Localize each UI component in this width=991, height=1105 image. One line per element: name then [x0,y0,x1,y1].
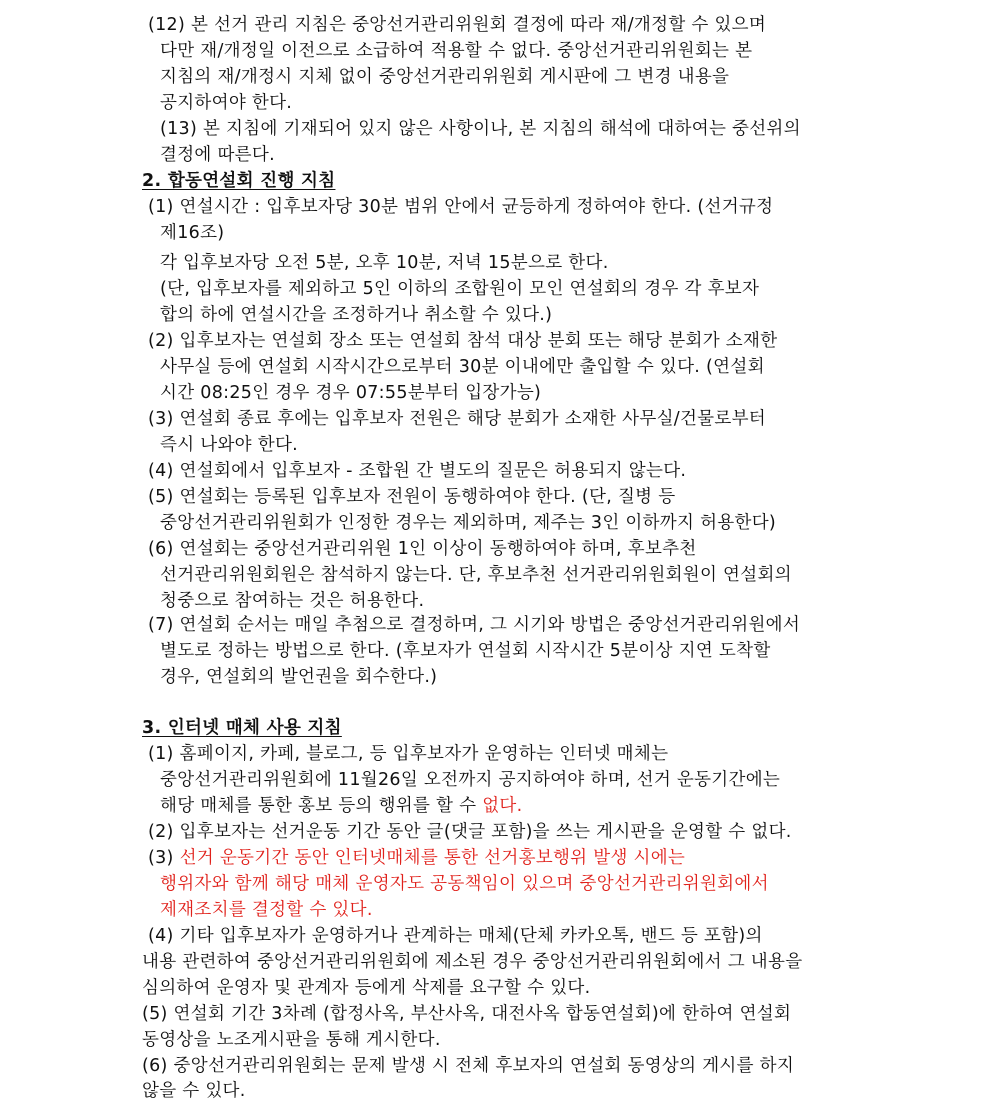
s2-item5-line1: (5) 연설회는 등록된 입후보자 전원이 동행하여야 한다. (단, 질병 등 [148,487,676,507]
s3-item1-line3-text: 해당 매체를 통한 홍보 등의 행위를 할 수 [160,796,483,816]
s3-item6-line1: (6) 중앙선거관리위원회는 문제 발생 시 전체 후보자의 연설회 동영상의 게시를 하지 [142,1056,795,1076]
s3-item4-line1: (4) 기타 입후보자가 운영하거나 관계하는 매체(단체 카카오톡, 밴드 등 포함)의 [148,926,763,946]
s2-item7-line1: (7) 연설회 순서는 매일 추첨으로 결정하며, 그 시기와 방법은 중앙선거관리위원에서 [148,615,801,635]
s3-item2-line1: (2) 입후보자는 선거운동 기간 동안 글(댓글 포함)을 쓰는 게시판을 운영할 수 없다. [148,822,792,842]
s2-item1-line5: 합의 하에 연설시간을 조정하거나 취소할 수 있다.) [160,305,553,325]
s3-item1-line3-red-text: 없다. [482,796,523,816]
s2-item1-line4: (단, 입후보자를 제외하고 5인 이하의 조합원이 모인 연설회의 경우 각 후보자 [160,279,760,299]
s2-item3-line1: (3) 연설회 종료 후에는 입후보자 전원은 해당 분회가 소재한 사무실/건물로부터 [148,409,767,429]
s2-item1-line2: 제16조) [160,223,225,243]
s2-item1-line3: 각 입후보자당 오전 5분, 오후 10분, 저녁 15분으로 한다. [160,253,609,273]
s3-item3-red-line1: 선거 운동기간 동안 인터넷매체를 통한 선거홍보행위 발생 시에는 [179,848,686,868]
s1-item12-line2: 다만 재/개정일 이전으로 소급하여 적용할 수 없다. 중앙선거관리위원회는 본 [160,41,753,61]
s1-item12-line3: 지침의 재/개정시 지체 없이 중앙선거관리위원회 게시판에 그 변경 내용을 [160,67,730,87]
s2-item2-line1: (2) 입후보자는 연설회 장소 또는 연설회 참석 대상 분회 또는 해당 분회가 소재한 [148,331,778,351]
s3-item3-prefix: (3) [148,848,180,868]
section3-heading: 3. 인터넷 매체 사용 지침 [142,718,342,738]
s3-item6-line2: 않을 수 있다. [142,1081,246,1101]
s2-item5-line2: 중앙선거관리위원회가 인정한 경우는 제외하며, 제주는 3인 이하까지 허용한다) [160,513,777,533]
s3-item3-red-line2: 행위자와 함께 해당 매체 운영자도 공동책임이 있으며 중앙선거관리위원회에서 [160,874,769,894]
s1-item13-line2: 결정에 따른다. [160,145,275,165]
s2-item6-line2: 선거관리위원회원은 참석하지 않는다. 단, 후보추천 선거관리위원회원이 연설회의 [160,565,792,585]
s3-item4-line2: 내용 관련하여 중앙선거관리위원회에 제소된 경우 중앙선거관리위원회에서 그 내용을 [142,952,803,972]
s3-item4-line3: 심의하여 운영자 및 관계자 등에게 삭제를 요구할 수 있다. [142,978,591,998]
s1-item13-line1: (13) 본 지침에 기재되어 있지 않은 사항이나, 본 지침의 해석에 대하여는 중선위의 [160,119,801,139]
s2-item6-line1: (6) 연설회는 중앙선거관리위원 1인 이상이 동행하여야 하며, 후보추천 [148,539,697,559]
s2-item1-line1: (1) 연설시간 : 입후보자당 30분 범위 안에서 균등하게 정하여야 한다. (선거규정 [148,197,774,217]
s3-item1-line1: (1) 홈페이지, 카페, 블로그, 등 입후보자가 운영하는 인터넷 매체는 [148,744,669,764]
s2-item2-line2: 사무실 등에 연설회 시작시간으로부터 30분 이내에만 출입할 수 있다. (연설회 [160,357,765,377]
s3-item5-line1: (5) 연설회 기간 3차례 (합정사옥, 부산사옥, 대전사옥 합동연설회)에 한하여 연설회 [142,1004,792,1024]
s3-item3-red-line3: 제재조치를 결정할 수 있다. [160,900,373,920]
s3-item1-line3 [160,793,522,819]
s2-item3-line2: 즉시 나와야 한다. [160,435,299,455]
s2-item6-line3: 청중으로 참여하는 것은 허용한다. [160,591,425,611]
s1-item12-line1: (12) 본 선거 관리 지침은 중앙선거관리위원회 결정에 따라 재/개정할 수 있으며 [148,15,767,35]
s3-item3-line1 [148,845,685,871]
s2-item2-line3: 시간 08:25인 경우 경우 07:55분부터 입장가능) [160,383,542,403]
s2-item4-line1: (4) 연설회에서 입후보자 - 조합원 간 별도의 질문은 허용되지 않는다. [148,461,687,481]
s2-item7-line3: 경우, 연설회의 발언권을 회수한다.) [160,667,438,687]
s3-item1-line2: 중앙선거관리위원회에 11월26일 오전까지 공지하여야 하며, 선거 운동기간에는 [160,770,781,790]
s3-item5-line2: 동영상을 노조게시판을 통해 게시한다. [142,1030,441,1050]
s2-item7-line2: 별도로 정하는 방법으로 한다. (후보자가 연설회 시작시간 5분이상 지연 도착할 [160,641,771,661]
section2-heading: 2. 합동연설회 진행 지침 [142,171,336,191]
s1-item12-line4: 공지하여야 한다. [160,93,293,113]
